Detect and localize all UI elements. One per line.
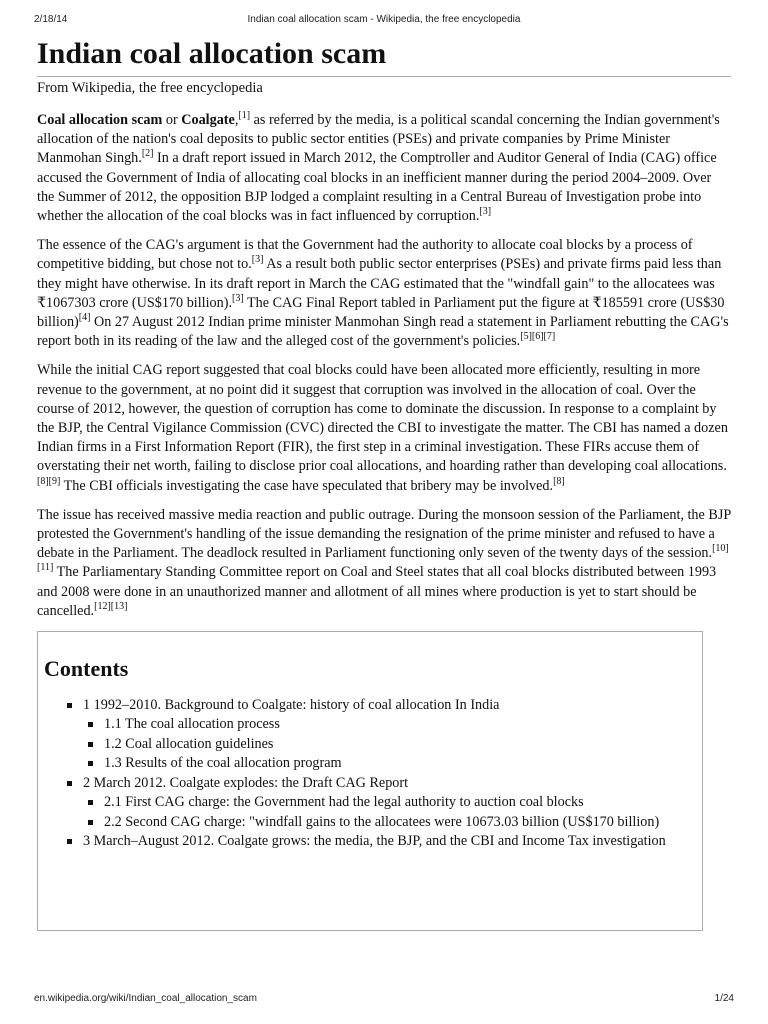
text: On 27 August 2012 Indian prime minister Manmohan Singh read a statement in Parliament rebutting the CAG's report both in its reading of the law and the alleged cost of the government's policies. (37, 314, 729, 350)
text: The Parliamentary Standing Committee report on Coal and Steel states that all coal blocks distributed between 1993 and 2008 were done in an unauthorized manner and allotment of all mines where production is yet to start should be cancelled. (37, 564, 717, 619)
text: The issue has received massive media reaction and public outrage. During the monsoon session of the Parliament, the BJP protested the Government's handling of the issue demanding the resignation of the prime minister and refused to have a debate in the Parliament. The deadlock resulted in Parliament functioning only seven of the twenty days of the session. (37, 506, 731, 562)
bold-term: Coal allocation scam (37, 112, 163, 128)
text: While the initial CAG report suggested that coal blocks could have been allocated more efficiently, resulting in more revenue to the government, at no point did it suggest that corruption was involved in the allocation of coal. Over the course of 2012, however, the question of corruption has come to dominate the discussion. In response to a complaint by the BJP, the Central Vigilance Commission (CVC) directed the CBI to investigate the matter. The CBI has named a dozen Indian firms in a First Information Report (FIR), the first step in a criminal investigation. These FIRs accuse them of overstating their net worth, failing to disclose prior coal allocations, and hoarding rather than developing coal allocations. (37, 362, 728, 475)
toc-link[interactable]: 1.2 Coal allocation guidelines (104, 735, 274, 752)
text: as referred by the media, is a political scandal concerning the Indian government's allocation of the nation's coal deposits to public sector entities (PSEs) and private companies by Prime Minister Manmohan Singh. (37, 112, 720, 167)
table-of-contents (37, 631, 703, 931)
toc-item-1-2[interactable] (83, 735, 702, 754)
print-date: 2/18/14 (34, 14, 68, 25)
toc-link[interactable]: 2 March 2012. Coalgate explodes: the Draft CAG Report (83, 774, 409, 791)
paragraph-3 (37, 361, 731, 495)
citation-link[interactable]: [1] (238, 110, 251, 121)
paragraph-1 (37, 111, 731, 226)
print-page-number: 1/24 (714, 993, 734, 1004)
text: The essence of the CAG's argument is that the Government had the authority to allocate coal blocks by a process of competitive bidding, but chose not to. (37, 237, 693, 273)
toc-item-1-3[interactable] (83, 754, 702, 773)
citation-link[interactable]: [8] (553, 475, 565, 487)
citation-link[interactable]: [12][13] (94, 600, 128, 612)
toc-link[interactable]: 1.3 Results of the coal allocation program (104, 755, 342, 772)
article-subtitle: From Wikipedia, the free encyclopedia (37, 80, 263, 96)
toc-link[interactable]: 1.1 The coal allocation process (104, 716, 280, 733)
print-page-title: Indian coal allocation scam - Wikipedia, the free encyclopedia (247, 14, 521, 25)
toc-item-3[interactable] (44, 832, 702, 851)
print-footer (34, 993, 734, 1007)
article-title: Indian coal allocation scam (37, 30, 731, 77)
toc-link[interactable]: 3 March–August 2012. Coalgate grows: the media, the BJP, and the CBI and Income Tax investigation (83, 832, 666, 849)
toc-item-2-1[interactable] (83, 793, 702, 812)
toc-link[interactable]: 2.1 First CAG charge: the Government had the legal authority to auction coal blocks (104, 794, 584, 811)
citation-link[interactable]: [5][6][7] (520, 331, 556, 343)
text: As a result both public sector enterprises (PSEs) and private firms paid less than they might have otherwise. In its draft report in March the CAG estimated that the "windfall gain" to the allocatees was ₹1067303 crore (US$170 billion). (37, 256, 722, 311)
toc-link[interactable]: 1 1992–2010. Background to Coalgate: history of coal allocation In India (83, 697, 500, 714)
toc-heading: Contents (44, 656, 129, 682)
toc-item-1-1[interactable] (83, 715, 702, 734)
toc-link[interactable]: 2.2 Second CAG charge: "windfall gains to the allocatees were 10673.03 billion (US$170 billion) (104, 813, 660, 830)
toc-list (44, 696, 702, 851)
citation-link[interactable]: [3] (232, 292, 244, 304)
toc-item-1[interactable] (44, 696, 702, 774)
text: The CBI officials investigating the case have speculated that bribery may be involved. (60, 477, 554, 494)
bold-term: Coalgate (181, 112, 235, 128)
citation-link[interactable]: [4] (78, 312, 91, 324)
text: or (162, 112, 182, 128)
print-header (34, 14, 734, 28)
article (37, 30, 731, 931)
citation-link[interactable]: [10][11] (37, 543, 729, 574)
toc-item-2-2[interactable] (83, 813, 702, 832)
citation-link[interactable]: [8][9] (37, 475, 61, 487)
text: , (234, 112, 239, 128)
text: The CAG Final Report tabled in Parliament put the figure at ₹185591 crore (US$30 billion) (37, 294, 725, 331)
citation-link[interactable]: [2] (141, 148, 154, 160)
paragraph-4 (37, 506, 731, 621)
citation-link[interactable]: [3] (251, 254, 264, 266)
paragraph-2 (37, 236, 731, 351)
text: In a draft report issued in March 2012, the Comptroller and Auditor General of India (CAG) office accused the Government of India of allocating coal blocks in an inefficient manner during the period 2004–2009. Over the Summer of 2012, the opposition BJP lodged a complaint resulting in a Central Bureau of Investigation probe into whether the allocation of the coal blocks was in fact influenced by corruption. (37, 150, 717, 225)
citation-link[interactable]: [3] (479, 206, 492, 218)
print-url: en.wikipedia.org/wiki/Indian_coal_allocation_scam (34, 993, 257, 1004)
toc-item-2[interactable] (44, 774, 702, 832)
